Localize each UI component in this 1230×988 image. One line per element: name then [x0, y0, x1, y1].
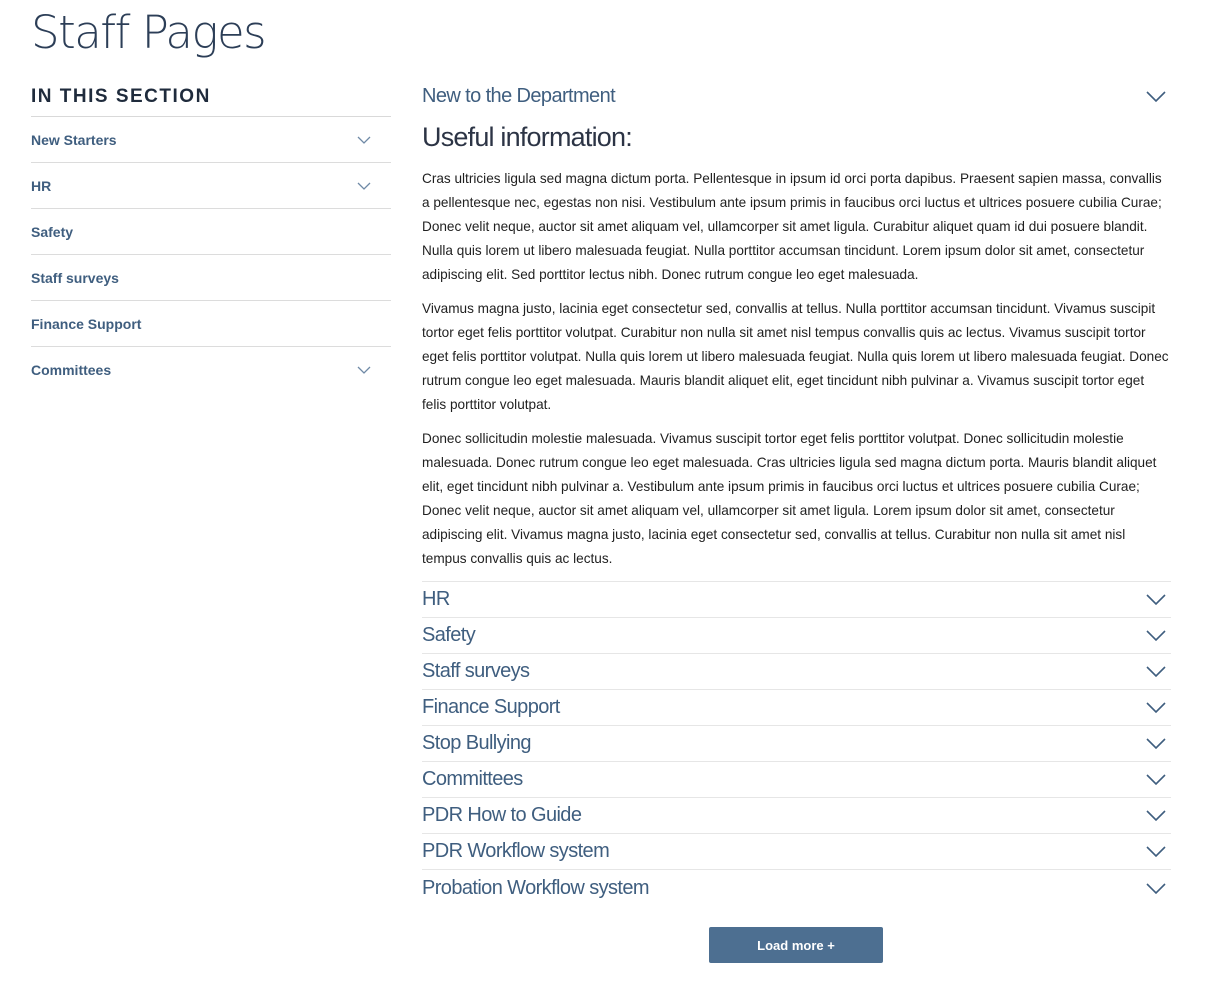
accordion-title: PDR How to Guide: [422, 804, 582, 826]
chevron-down-icon: [1146, 738, 1166, 749]
chevron-down-icon: [1146, 774, 1166, 785]
sidebar-item-finance-support[interactable]: [31, 301, 391, 347]
sidebar-item-new-starters[interactable]: [31, 117, 391, 163]
accordion-title: Probation Workflow system: [422, 876, 649, 899]
sidebar-item-staff-surveys[interactable]: [31, 255, 391, 301]
accordion-title: PDR Workflow system: [422, 840, 610, 862]
accordion-header-hr[interactable]: [422, 582, 1171, 618]
sidebar-item-label: New Starters: [31, 131, 117, 148]
sidebar-list: [31, 117, 391, 392]
chevron-down-icon: [1146, 702, 1166, 713]
chevron-down-icon: [1146, 666, 1166, 677]
accordion-title: New to the Department: [422, 84, 616, 107]
sidebar-item-committees[interactable]: [31, 347, 391, 392]
sidebar-item-label: Staff surveys: [31, 269, 119, 286]
chevron-down-icon: [357, 366, 371, 374]
sidebar-heading: IN THIS SECTION: [31, 86, 391, 117]
chevron-down-icon: [357, 182, 371, 190]
accordion-title: Stop Bullying: [422, 732, 531, 754]
sidebar-item-safety[interactable]: [31, 209, 391, 255]
page-title: Staff Pages: [31, 6, 266, 59]
accordion-header-new-to-the-department[interactable]: [422, 80, 1171, 112]
accordion-title: Finance Support: [422, 696, 560, 718]
accordion-title: Staff surveys: [422, 660, 530, 682]
accordion-title: HR: [422, 588, 450, 610]
section-body: [422, 167, 1171, 571]
body-paragraph: Cras ultricies ligula sed magna dictum porta. Pellentesque in ipsum id orci porta dapibus. Praesent sapien massa, convallis a pellentesque nec, egestas non nisi. Vestibulum ante ipsum primis in faucibus orci luctus et ultrices posuere cubilia Curae; Donec velit neque, auctor sit amet aliquam vel, ullamcorper sit amet ligula. Curabitur aliquet quam id dui posuere blandit. Nulla quis lorem ut libero malesuada feugiat. Nulla porttitor accumsan tincidunt. Lorem ipsum dolor sit amet, consectetur adipiscing elit. Sed porttitor lectus nibh. Donec rutrum congue leo eget malesuada.: [422, 171, 1162, 282]
body-paragraph: Vivamus magna justo, lacinia eget consectetur sed, convallis at tellus. Nulla porttitor accumsan tincidunt. Vivamus suscipit tortor eget felis porttitor volutpat. Curabitur non nulla sit amet nisl tempus convallis quis ac lectus. Vivamus suscipit tortor eget felis porttitor volutpat. Nulla quis lorem ut libero malesuada feugiat. Nulla quis lorem ut libero malesuada feugiat. Donec rutrum congue leo eget malesuada. Mauris blandit aliquet elit, eget tincidunt nibh pulvinar a. Vivamus suscipit tortor eget felis porttitor volutpat.: [422, 301, 1169, 412]
chevron-down-icon: [1146, 810, 1166, 821]
main-content: [422, 80, 1171, 906]
accordion-title: Safety: [422, 624, 476, 646]
accordion-list: [422, 581, 1171, 906]
sidebar-item-hr[interactable]: [31, 163, 391, 209]
sidebar-item-label: Committees: [31, 361, 112, 378]
accordion-header-pdr-workflow-system[interactable]: [422, 834, 1171, 870]
sidebar-item-label: Finance Support: [31, 315, 142, 332]
accordion-header-probation-workflow-system[interactable]: [422, 870, 1171, 906]
chevron-down-icon: [1146, 594, 1166, 605]
accordion-header-pdr-how-to-guide[interactable]: [422, 798, 1171, 834]
section-subheading: Useful information:: [422, 122, 632, 152]
chevron-up-icon: [1146, 91, 1166, 102]
sidebar-item-label: HR: [31, 177, 52, 194]
chevron-down-icon: [1146, 630, 1166, 641]
accordion-title: Committees: [422, 768, 523, 790]
chevron-down-icon: [357, 136, 371, 144]
accordion-header-finance-support[interactable]: [422, 690, 1171, 726]
chevron-down-icon: [1146, 846, 1166, 857]
body-paragraph: Donec sollicitudin molestie malesuada. Vivamus suscipit tortor eget felis porttitor volutpat. Donec sollicitudin molestie malesuada. Donec rutrum congue leo eget malesuada. Cras ultricies ligula sed magna dictum porta. Mauris blandit aliquet elit, eget tincidunt nibh pulvinar a. Vestibulum ante ipsum primis in faucibus orci luctus et ultrices posuere cubilia Curae; Donec velit neque, auctor sit amet aliquam vel, ullamcorper sit amet ligula. Lorem ipsum dolor sit amet, consectetur adipiscing elit. Vivamus magna justo, lacinia eget consectetur sed, convallis at tellus. Curabitur non nulla sit amet nisl tempus convallis quis ac lectus.: [422, 431, 1157, 566]
accordion-header-safety[interactable]: [422, 618, 1171, 654]
chevron-down-icon: [1146, 883, 1166, 894]
sidebar: [31, 86, 391, 392]
load-more-button[interactable]: Load more +: [709, 927, 883, 963]
accordion-header-staff-surveys[interactable]: [422, 654, 1171, 690]
accordion-header-stop-bullying[interactable]: [422, 726, 1171, 762]
accordion-header-committees[interactable]: [422, 762, 1171, 798]
sidebar-item-label: Safety: [31, 223, 74, 240]
